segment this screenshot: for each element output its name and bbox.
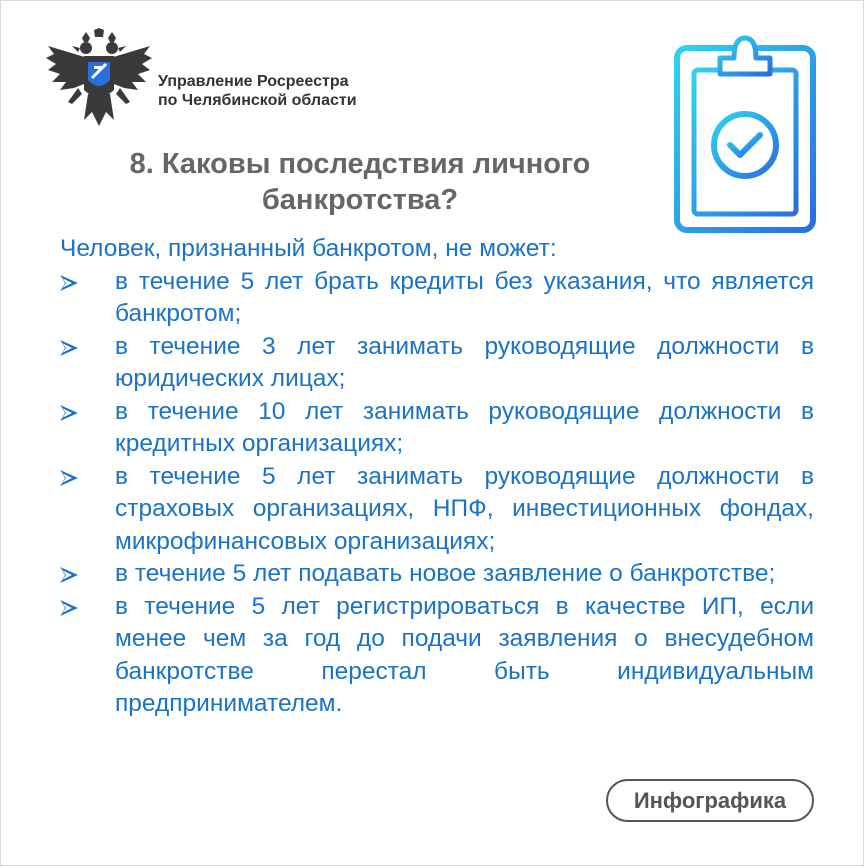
- intro-text: Человек, признанный банкротом, не может:: [60, 235, 557, 262]
- arrow-bullet-icon: [60, 600, 78, 616]
- consequences-list: [60, 266, 814, 721]
- arrow-bullet-icon: [60, 275, 78, 291]
- content-block: [60, 233, 814, 721]
- organization-name: [158, 72, 357, 110]
- arrow-bullet-icon: [60, 470, 78, 486]
- list-item-text: в течение 5 лет подавать новое заявление о банкротстве;: [115, 560, 776, 587]
- title-line-2: банкротства?: [261, 184, 459, 216]
- page-title: [60, 146, 660, 218]
- list-item-text: в течение 10 лет занимать руководящие должности в кредитных организациях;: [115, 397, 814, 457]
- list-item-text: в течение 5 лет занимать руководящие должности в страховых организациях, НПФ, инвестиционных фондах, микрофинансовых организациях;: [115, 462, 814, 555]
- list-item-text: в течение 5 лет брать кредиты без указания, что является банкротом;: [115, 267, 814, 327]
- list-item: [60, 396, 814, 461]
- arrow-bullet-icon: [60, 567, 78, 583]
- list-item: [60, 591, 814, 721]
- infographic-badge: Инфографика: [606, 779, 814, 822]
- clipboard-check-icon: [672, 30, 818, 236]
- list-item: [60, 331, 814, 396]
- list-item: [60, 558, 814, 591]
- list-item-text: в течение 5 лет регистрироваться в качестве ИП, если менее чем за год до подачи заявления о внесудебном банкротстве перестал быть индивидуальным предпринимателем.: [115, 592, 814, 717]
- eagle-emblem-icon: [44, 28, 154, 132]
- org-line-1: Управление Росреестра: [158, 73, 349, 90]
- arrow-bullet-icon: [60, 340, 78, 356]
- org-line-2: по Челябинской области: [158, 92, 357, 109]
- list-item-text: в течение 3 лет занимать руководящие должности в юридических лицах;: [115, 332, 814, 392]
- title-line-1: 8. Каковы последствия личного: [129, 148, 591, 180]
- arrow-bullet-icon: [60, 405, 78, 421]
- list-item: [60, 461, 814, 559]
- list-item: [60, 266, 814, 331]
